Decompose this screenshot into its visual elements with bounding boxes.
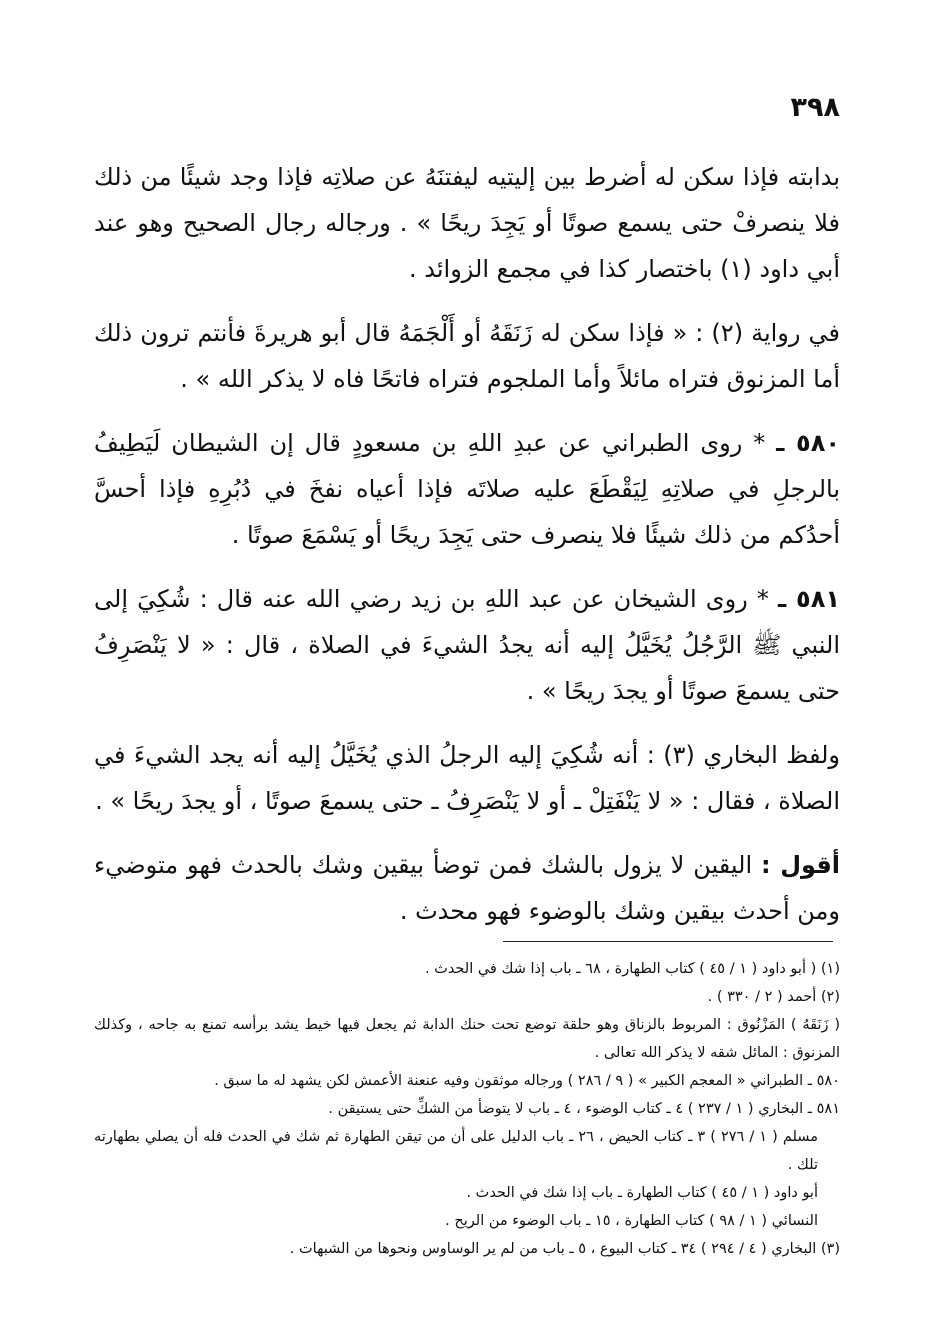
- footnote-gloss: ( زَنَقَهُ ) المَزْنُوق : المربوط بالزناق وهو حلقة توضع تحت حنك الدابة ثم يجعل فيها خيط يشد برأسه تمنع به جاحه ، وكذلك المزنوق : المائل شقه لا يذكر الله تعالى .: [94, 1017, 840, 1061]
- hadith-580: [94, 420, 840, 558]
- main-text: [94, 154, 840, 952]
- hadith-581-text: * روى الشيخان عن عبد اللهِ بن زيد رضي الله عنه قال : شُكِيَ إلى النبي ﷺ الرَّجُلُ يُخَيَّلُ إليه أنه يجدُ الشيءَ في الصلاة ، قال : « لا يَنْصَرِفُ حتى يسمعَ صوتًا أو يجدَ ريحًا » .: [94, 585, 840, 705]
- hadith-580-text: * روى الطبراني عن عبدِ اللهِ بن مسعودٍ قال إن الشيطان لَيَطِيفُ بالرجلِ في صلاتِهِ لِيَقْطَعَ عليه صلاتَه فإذا أعياه نفخَ في دُبُرِهِ فإذا أحسَّ أحدُكم من ذلك شيئًا فلا ينصرف حتى يَجِدَ ريحًا أو يَسْمَعَ صوتًا .: [94, 429, 840, 549]
- footnote-muslim: مسلم ( ١ / ٢٧٦ ) ٣ ـ كتاب الحيض ، ٢٦ ـ باب الدليل على أن من تيقن الطهارة ثم شك في الحدث فله أن يصلي بطهارته تلك .: [94, 1129, 818, 1173]
- paragraph-commentary: [94, 842, 840, 934]
- footnote-580: ٥٨٠ ـ الطبراني « المعجم الكبير » ( ٩ / ٢٨٦ ) ورجاله موثقون وفيه عنعنة الأعمش لكن يشهد له ما سبق .: [214, 1073, 840, 1089]
- page-number: ٣٩٨: [790, 92, 840, 123]
- footnotes: [94, 955, 840, 1263]
- footnote-abu-dawud: أبو داود ( ١ / ٤٥ ) كتاب الطهارة ـ باب إذا شك في الحدث .: [466, 1185, 818, 1201]
- footnote-1: (١) ( أبو داود ( ١ / ٤٥ ) كتاب الطهارة ، ٦٨ ـ باب إذا شك في الحدث .: [424, 961, 840, 977]
- footnote-2: (٢) أحمد ( ٢ / ٣٣٠ ) .: [707, 989, 840, 1005]
- hadith-number-580: ٥٨٠ ـ: [776, 429, 840, 457]
- hadith-581: [94, 576, 840, 714]
- paragraph-1: بدابته فإذا سكن له أضرط بين إليتيه ليفتنَهُ عن صلاتِه فإذا وجد شيئًا من ذلك فلا ينصرفْ حتى يسمع صوتًا أو يَجِدَ ريحًا » . ورجاله رجال الصحيح وهو عند أبي داود (١) باختصار كذا في مجمع الزوائد .: [94, 163, 840, 283]
- paragraph-bukhari-wording: ولفظ البخاري (٣) : أنه شُكِيَ إليه الرجلُ الذي يُخَيَّلُ إليه أنه يجد الشيءَ في الصلاة ، فقال : « لا يَنْفَتِلْ ـ أو لا يَنْصَرِفُ ـ حتى يسمعَ صوتًا ، أو يجدَ ريحًا » .: [94, 741, 840, 815]
- footnote-3: (٣) البخاري ( ٤ / ٢٩٤ ) ٣٤ ـ كتاب البيوع ، ٥ ـ باب من لم ير الوساوس ونحوها من الشبهات .: [289, 1241, 840, 1257]
- footnote-581: ٥٨١ ـ البخاري ( ١ / ٢٣٧ ) ٤ ـ كتاب الوضوء ، ٤ ـ باب لا يتوضأ من الشكِّ حتى يستيقن .: [328, 1101, 840, 1117]
- footnote-nasai: النسائي ( ١ / ٩٨ ) كتاب الطهارة ، ١٥ ـ باب الوضوء من الريح .: [445, 1213, 818, 1229]
- commentary-text: اليقين لا يزول بالشك فمن توضأ بيقين وشك بالحدث فهو متوضيء ومن أحدث بيقين وشك بالوضوء فهو محدث .: [94, 851, 840, 925]
- paragraph-2: في رواية (٢) : « فإذا سكن له زَنَقَهُ أو أَلْجَمَهُ قال أبو هريرةَ فأنتم ترون ذلك أما المزنوق فتراه مائلاً وأما الملجوم فتراه فاتحًا فاه لا يذكر الله » .: [94, 319, 840, 393]
- commentary-lead: أقول :: [761, 851, 841, 879]
- hadith-number-581: ٥٨١ ـ: [778, 585, 840, 613]
- footnote-divider: [503, 941, 833, 942]
